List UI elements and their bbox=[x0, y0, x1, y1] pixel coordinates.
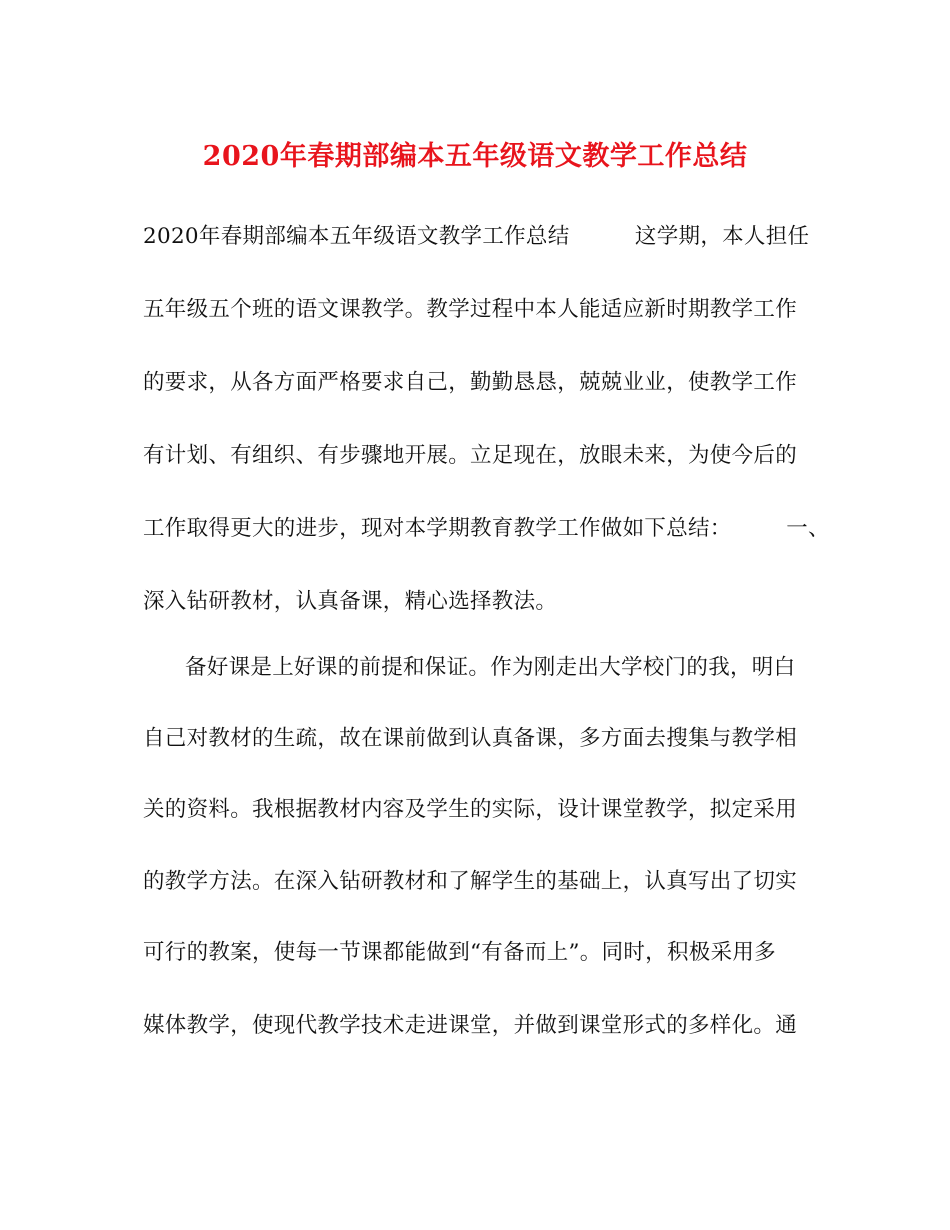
paragraph-line: 媒体教学，使现代教学技术走进课堂，并做到课堂形式的多样化。通 bbox=[143, 1013, 798, 1038]
paragraph-line: 关的资料。我根据教材内容及学生的实际，设计课堂教学，拟定采用 bbox=[143, 797, 798, 822]
paragraph-line: 自己对教材的生疏，故在课前做到认真备课，多方面去搜集与教学相 bbox=[143, 726, 798, 751]
paragraph-line: 2020年春期部编本五年级语文教学工作总结 这学期，本人担任 bbox=[143, 224, 810, 249]
paragraph-line: 的教学方法。在深入钻研教材和了解学生的基础上，认真写出了切实 bbox=[143, 869, 798, 894]
paragraph-line: 工作取得更大的进步，现对本学期教育教学工作做如下总结： 一、 bbox=[143, 516, 830, 541]
paragraph-line: 有计划、有组织、有步骤地开展。立足现在，放眼未来，为使今后的 bbox=[143, 443, 798, 468]
document-title: 2020年春期部编本五年级语文教学工作总结 bbox=[202, 141, 748, 172]
paragraph-line: 可行的教案，使每一节课都能做到“有备而上”。同时，积极采用多 bbox=[143, 940, 776, 965]
paragraph-line: 五年级五个班的语文课教学。教学过程中本人能适应新时期教学工作 bbox=[143, 297, 798, 322]
paragraph-line: 深入钻研教材，认真备课，精心选择教法。 bbox=[143, 589, 558, 614]
paragraph-line: 备好课是上好课的前提和保证。作为刚走出大学校门的我，明白 bbox=[185, 655, 796, 680]
paragraph-line: 的要求，从各方面严格要求自己，勤勤恳恳，兢兢业业，使教学工作 bbox=[143, 370, 798, 395]
